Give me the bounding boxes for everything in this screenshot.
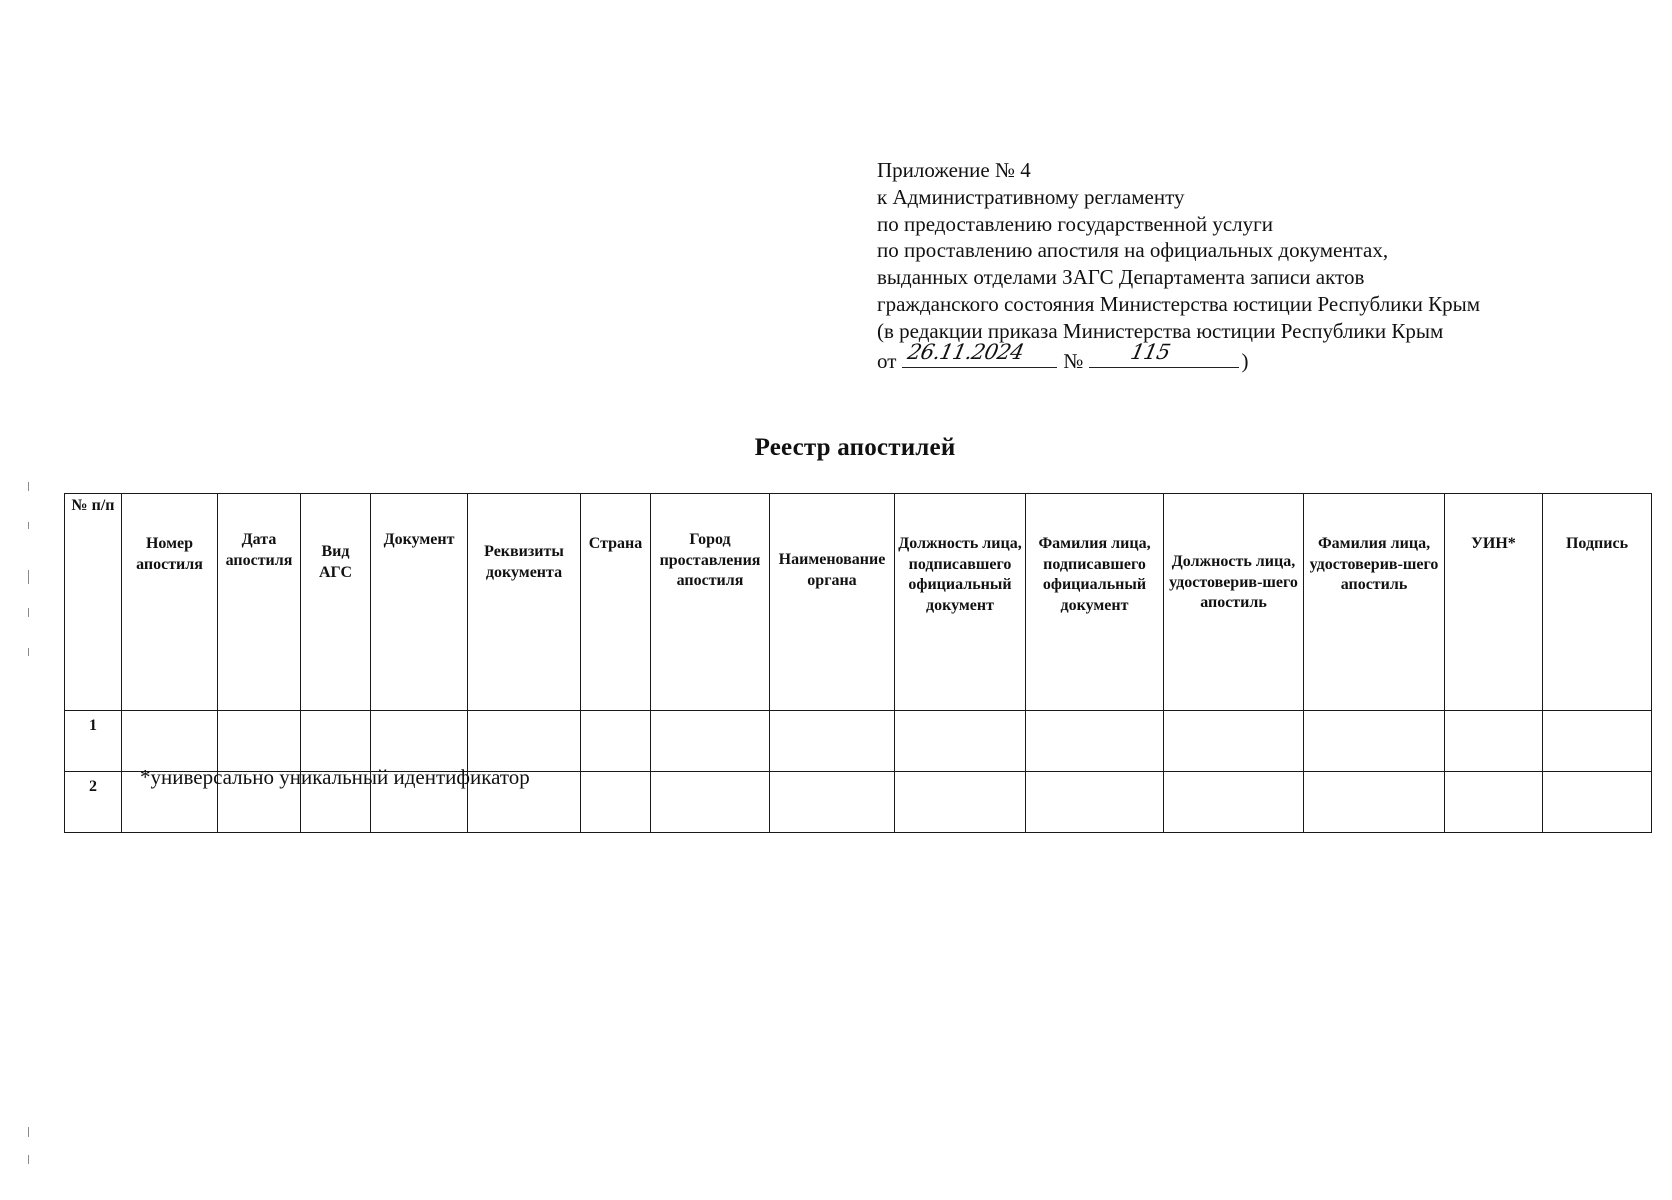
appendix-line: по проставлению апостиля на официальных документах, (877, 238, 1389, 263)
table-cell (1445, 711, 1543, 772)
appendix-line: к Административному регламенту (877, 184, 1185, 209)
appendix-date-line (877, 339, 1637, 375)
table-header-row (65, 494, 1652, 711)
header-cell: Номер апостиля (122, 494, 218, 711)
number-sign: № (1063, 348, 1084, 373)
scan-margin-mark (28, 1155, 29, 1164)
handwritten-number (1089, 339, 1239, 368)
appendix-line: Приложение № 4 (877, 158, 1031, 182)
appendix-line: по предоставлению государственной услуги (877, 211, 1273, 236)
header-cell: Наименование органа (770, 494, 895, 711)
table-cell (1026, 772, 1164, 833)
header-cell: УИН* (1445, 494, 1543, 711)
table-cell (371, 711, 468, 772)
handwritten-number-text: 115 (1128, 339, 1173, 364)
table-cell (1164, 772, 1304, 833)
scan-margin-mark (28, 648, 29, 656)
table-cell (468, 711, 581, 772)
header-cell: Подпись (1543, 494, 1652, 711)
appendix-line: выданных отделами ЗАГС Департамента записи актов (877, 265, 1365, 290)
table-cell (1164, 711, 1304, 772)
appendix-line: гражданского состояния Министерства юстиции Республики Крым (877, 291, 1481, 316)
footnote: *универсально уникальный идентификатор (140, 765, 530, 789)
table-cell (581, 711, 651, 772)
header-cell: Должность лица, подписавшего официальный документ (895, 494, 1026, 711)
header-cell: № п/п (65, 494, 122, 711)
scan-margin-mark (28, 1127, 29, 1137)
table-cell (1026, 711, 1164, 772)
handwritten-date-text: 26.11.2024 (905, 339, 1027, 364)
table-cell (651, 772, 770, 833)
table-cell (1543, 772, 1652, 833)
scan-margin-mark (28, 608, 29, 617)
header-cell: Реквизиты документа (468, 494, 581, 711)
handwritten-date (902, 339, 1057, 368)
table-cell (1445, 772, 1543, 833)
table-cell (1543, 711, 1652, 772)
row-number-cell: 1 (65, 711, 122, 772)
document-title: Реестр апостилей (754, 434, 956, 461)
scan-margin-mark (28, 570, 29, 584)
table-cell (301, 711, 371, 772)
header-cell: Город проставления апостиля (651, 494, 770, 711)
header-cell: Вид АГС (301, 494, 371, 711)
table-cell (770, 772, 895, 833)
header-cell: Дата апостиля (218, 494, 301, 711)
appendix-block (877, 157, 1637, 374)
header-cell: Страна (581, 494, 651, 711)
scan-margin-mark (28, 482, 29, 491)
table-cell (122, 711, 218, 772)
table-cell (895, 711, 1026, 772)
table-cell (770, 711, 895, 772)
table-cell (895, 772, 1026, 833)
scan-margin-mark (28, 522, 29, 529)
header-cell: Должность лица, удостоверив-шего апостиль (1164, 494, 1304, 711)
appendix-line: (в редакции приказа Министерства юстиции Республики Крым (877, 318, 1444, 343)
table-cell (581, 772, 651, 833)
header-cell: Документ (371, 494, 468, 711)
table-cell (218, 711, 301, 772)
header-cell: Фамилия лица, удостоверив-шего апостиль (1304, 494, 1445, 711)
table-cell (1304, 711, 1445, 772)
table-cell (651, 711, 770, 772)
table-row (65, 711, 1652, 772)
row-number-cell: 2 (65, 772, 122, 833)
from-label: от (877, 348, 897, 373)
header-cell: Фамилия лица, подписавшего официальный документ (1026, 494, 1164, 711)
table-cell (1304, 772, 1445, 833)
closing-paren: ) (1241, 348, 1249, 373)
